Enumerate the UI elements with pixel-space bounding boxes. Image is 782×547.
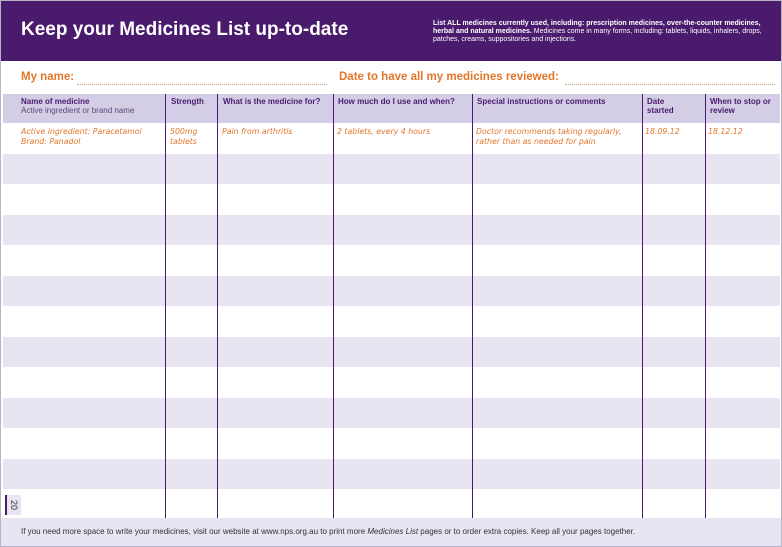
- column-header-sublabel: Active ingredient or brand name: [21, 106, 135, 115]
- cell-name[interactable]: [21, 127, 142, 147]
- table-header: [3, 94, 780, 123]
- cell-strength-line1: 500mg: [170, 127, 198, 136]
- form-fields: [1, 61, 781, 94]
- page-number: 20: [8, 499, 19, 511]
- footer-note-italic: Medicines List: [367, 527, 419, 536]
- cell-instructions-line1: Doctor recommends taking regularly,: [476, 127, 622, 136]
- page-title: Keep your Medicines List up-to-date: [21, 19, 349, 40]
- table-row[interactable]: [3, 367, 780, 398]
- table-row[interactable]: [3, 215, 780, 246]
- cell-strength[interactable]: [170, 127, 197, 147]
- column-header-date-started: Date started: [647, 97, 674, 115]
- table-row[interactable]: [3, 276, 780, 307]
- cell-name-line1: Active ingredient: Paracetamol: [21, 127, 142, 136]
- review-date-label: Date to have all my medicines reviewed:: [339, 71, 559, 83]
- column-header-strength: Strength: [171, 97, 204, 106]
- table-row[interactable]: [3, 337, 780, 368]
- column-divider: [165, 94, 166, 518]
- footer: [1, 518, 781, 546]
- column-divider: [333, 94, 334, 518]
- my-name-field[interactable]: [77, 84, 327, 85]
- cell-date-started[interactable]: 18.09.12: [645, 127, 680, 136]
- footer-note: [21, 527, 635, 536]
- table-row[interactable]: [3, 154, 780, 185]
- column-header-instructions: Special instructions or comments: [477, 97, 606, 106]
- footer-note-start: If you need more space to write your medicines, visit our website at www.nps.org.au to print more: [21, 527, 368, 536]
- table-row[interactable]: [3, 306, 780, 337]
- cell-review-date[interactable]: 18.12.12: [708, 127, 743, 136]
- cell-dose[interactable]: 2 tablets, every 4 hours: [337, 127, 431, 136]
- table-row[interactable]: [3, 245, 780, 276]
- medicines-table: [3, 94, 780, 518]
- column-header-review: When to stop or review: [710, 97, 771, 115]
- table-row[interactable]: [3, 489, 780, 520]
- intro-text: [433, 20, 763, 45]
- cell-instructions-line2: rather than as needed for pain: [476, 137, 596, 146]
- title-banner: [1, 1, 781, 61]
- column-header-name: [21, 97, 161, 115]
- table-row[interactable]: [3, 184, 780, 215]
- table-row[interactable]: [3, 428, 780, 459]
- my-name-label: My name:: [21, 71, 75, 83]
- column-header-dose: How much do I use and when?: [338, 97, 455, 106]
- intro-rest-text: Medicines come in many forms, including: tablets, liquids, inhalers, drops, patches, creams, suppositories and injections.: [433, 28, 762, 44]
- page-number-tab: [5, 495, 21, 515]
- table-row[interactable]: [3, 398, 780, 429]
- column-divider: [705, 94, 706, 518]
- cell-name-line2: Brand: Panadol: [21, 137, 81, 146]
- column-divider: [642, 94, 643, 518]
- column-header-purpose: What is the medicine for?: [223, 97, 321, 106]
- column-divider: [472, 94, 473, 518]
- cell-strength-line2: tablets: [170, 137, 197, 146]
- review-date-field[interactable]: [565, 84, 775, 85]
- intro-bold-text: List ALL medicines currently used, including: prescription medicines, over-the-counter medicines, herbal and natural medicines.: [433, 20, 761, 36]
- column-header-label: Name of medicine: [21, 97, 90, 106]
- cell-instructions[interactable]: [476, 127, 622, 147]
- footer-note-end: pages or to order extra copies. Keep all your pages together.: [418, 527, 636, 536]
- column-divider: [217, 94, 218, 518]
- cell-purpose[interactable]: Pain from arthritis: [222, 127, 293, 136]
- table-row[interactable]: [3, 459, 780, 490]
